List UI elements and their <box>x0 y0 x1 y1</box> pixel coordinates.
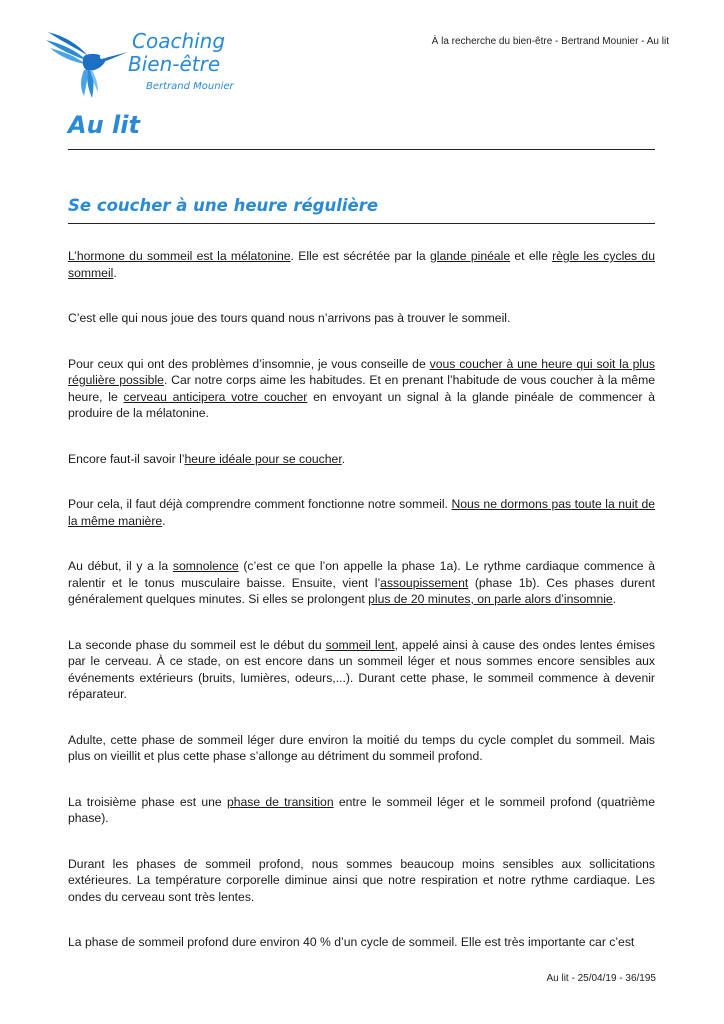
underlined-phrase: sommeil lent <box>325 637 395 652</box>
underlined-phrase: assoupissement <box>380 575 469 590</box>
brand-logo <box>44 24 244 104</box>
body-text <box>68 248 655 980</box>
text-run: et elle <box>510 249 553 263</box>
underlined-phrase: cerveau anticipera votre coucher <box>123 389 308 404</box>
paragraph <box>68 794 655 827</box>
hummingbird-icon <box>44 26 130 100</box>
underlined-phrase: règle les cycles du sommeil <box>68 249 655 280</box>
underlined-phrase: phase de transition <box>226 794 334 809</box>
paragraph <box>68 732 655 765</box>
underlined-phrase: vous coucher à une heure qui soit la plus régulière possible <box>68 356 655 387</box>
underlined-phrase: Nous ne dormons pas toute la nuit de la même manière <box>68 497 656 528</box>
text-run: . Elle est sécrétée par la <box>290 249 430 263</box>
underlined-phrase: glande pinéale <box>429 249 511 263</box>
paragraph <box>68 248 655 281</box>
text-run: C’est elle qui nous joue des tours quand nous n’arrivons pas à trouver le sommeil. <box>68 311 511 325</box>
underlined-phrase: heure idéale pour se coucher <box>184 451 342 466</box>
text-run: Au début, il y a la <box>68 559 173 573</box>
paragraph <box>68 496 655 529</box>
text-run: (c’est ce que l’on appelle la phase 1a). Le rythme cardiaque commence à ralentir et le tonus musculaire baisse. Ensuite, vient l’ <box>68 559 655 590</box>
underlined-phrase: somnolence <box>172 559 239 573</box>
logo-text-author: Bertrand Mounier <box>146 81 234 92</box>
paragraph <box>68 356 655 422</box>
text-run: , appelé ainsi à cause des ondes lentes émises par le cerveau. À ce stade, on est encore dans un sommeil léger et nous sommes encore sensibles aux événements extérieurs (bruits, lumières, odeurs,...). Durant cette phase, le sommeil commence à devenir réparateur. <box>68 637 656 701</box>
text-run: . <box>162 513 166 528</box>
text-run: . <box>612 592 617 606</box>
text-run: entre le sommeil léger et le sommeil profond (quatrième phase). <box>68 794 655 825</box>
text-run: Pour cela, il faut déjà comprendre comment fonctionne notre sommeil. <box>68 497 452 511</box>
text-run: . <box>341 451 346 466</box>
logo-text-coaching: Coaching <box>132 29 226 53</box>
underlined-phrase: plus de 20 minutes, on parle alors d’insomnie <box>368 592 613 606</box>
text-run: . <box>113 265 117 280</box>
title-divider <box>68 149 655 150</box>
underlined-phrase: L’hormone du sommeil est la mélatonine <box>68 249 291 263</box>
text-run: Pour ceux qui ont des problèmes d’insomnie, je vous conseille de <box>68 356 430 371</box>
text-run: La phase de sommeil profond dure environ 40 % d’un cycle de sommeil. Elle est très importante car c’est <box>68 935 635 949</box>
running-header: À la recherche du bien-être - Bertrand Mounier - Au lit <box>431 36 669 47</box>
paragraph <box>68 558 655 608</box>
paragraph <box>68 451 655 468</box>
text-run: en envoyant un signal à la glande pinéale de commencer à produire de la mélatonine. <box>68 389 655 420</box>
text-run: Durant les phases de sommeil profond, nous sommes beaucoup moins sensibles aux sollicitations extérieures. La température corporelle diminue ainsi que notre respiration et notre rythme cardiaque. Les ondes du cerveau sont très lentes. <box>68 856 655 904</box>
page-footer: Au lit - 25/04/19 - 36/195 <box>546 973 656 984</box>
section-title: Se coucher à une heure régulière <box>68 196 379 215</box>
paragraph <box>68 637 655 703</box>
text-run: Encore faut-il savoir l’ <box>68 451 185 466</box>
paragraph <box>68 310 655 327</box>
text-run: La seconde phase du sommeil est le début du <box>68 637 326 652</box>
section-divider <box>68 223 655 224</box>
text-run: La troisième phase est une <box>68 794 227 809</box>
paragraph <box>68 856 655 906</box>
paragraph <box>68 934 655 951</box>
text-run: Adulte, cette phase de sommeil léger dure environ la moitié du temps du cycle complet du sommeil. Mais plus on vieillit et plus cette phase s’allonge au détriment du sommeil profond. <box>68 732 655 763</box>
page-title: Au lit <box>68 111 140 139</box>
logo-text-bien-etre: Bien-être <box>128 52 221 76</box>
text-run: . Car notre corps aime les habitudes. Et en prenant l’habitude de vous coucher à la même heure, le <box>68 373 656 404</box>
text-run: (phase 1b). Ces phases durent généralement quelques minutes. Si elles se prolongent <box>68 575 655 606</box>
